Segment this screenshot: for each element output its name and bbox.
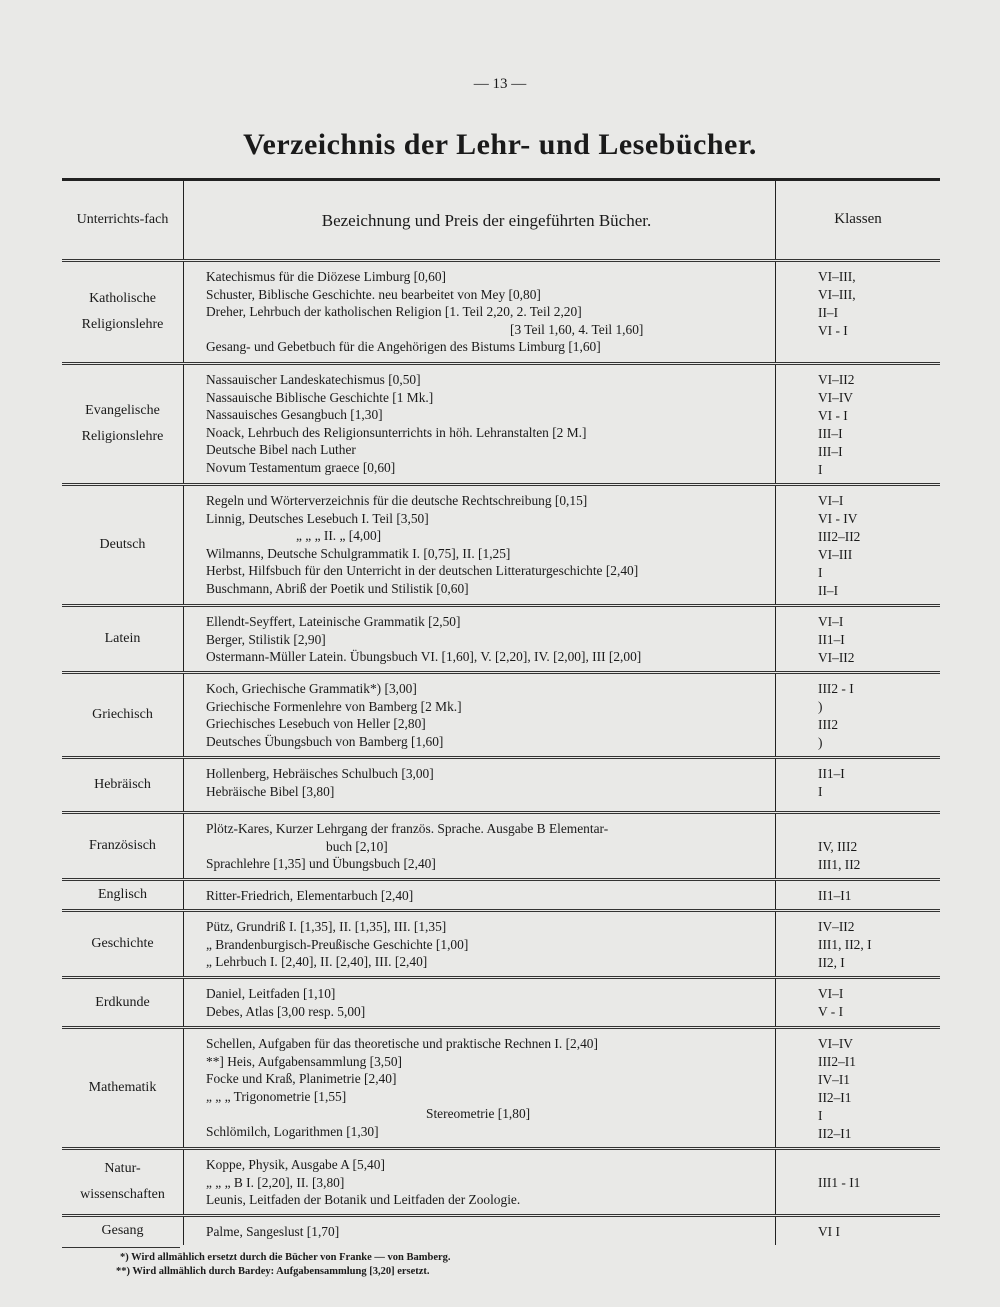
- book-entry: Pütz, Grundriß I. [1,35], II. [1,35], III. [1,35]: [206, 919, 447, 934]
- book-entry: Schlömilch, Logarithmen [1,30]: [206, 1123, 379, 1139]
- footnote: *) Wird allmählich ersetzt durch die Bücher von Franke — von Bamberg.: [120, 1252, 451, 1263]
- footnote: **) Wird allmählich durch Bardey: Aufgabensammlung [3,20] ersetzt.: [116, 1266, 430, 1277]
- book-entry: Koch, Griechische Grammatik*) [3,00]: [206, 681, 417, 696]
- book-entry: „ Lehrbuch I. [2,40], II. [2,40], III. [2,40]: [206, 954, 428, 970]
- class-list: [776, 486, 940, 604]
- class-range: [818, 1156, 936, 1174]
- book-entry: Leunis, Leitfaden der Botanik und Leitfaden der Zoologie.: [206, 1192, 521, 1208]
- subject-name: Evangelische Religionslehre: [62, 365, 184, 483]
- book-list: [184, 486, 776, 604]
- class-range: ): [818, 735, 823, 750]
- class-range: II1–I: [818, 632, 845, 647]
- book-entry: Wilmanns, Deutsche Schulgrammatik I. [0,75], II. [1,25]: [206, 545, 511, 561]
- class-range: IV–II2: [818, 919, 855, 934]
- subject-name: Französisch: [62, 814, 184, 878]
- class-range: II2–I1: [818, 1090, 852, 1105]
- book-list: [184, 674, 776, 756]
- subject-name: Deutsch: [62, 486, 184, 604]
- class-list: [776, 1150, 940, 1214]
- class-range: [818, 340, 936, 358]
- book-entry: Debes, Atlas [3,00 resp. 5,00]: [206, 1003, 366, 1019]
- class-range: III–I: [818, 444, 843, 459]
- book-list: [184, 1150, 776, 1214]
- book-entry: „ Brandenburgisch-Preußische Geschichte [1,00]: [206, 936, 469, 952]
- class-range: I: [818, 565, 823, 580]
- class-range: III1, II2: [818, 857, 861, 872]
- class-list: [776, 1217, 940, 1245]
- class-range: ): [818, 699, 823, 714]
- book-entry: Gesang- und Gebetbuch für die Angehörigen des Bistums Limburg [1,60]: [206, 339, 601, 355]
- subject-group: [62, 979, 940, 1029]
- book-entry: Nassauische Biblische Geschichte [1 Mk.]: [206, 389, 434, 405]
- class-list: [776, 814, 940, 878]
- class-range: III2–II2: [818, 529, 861, 544]
- class-list: [776, 912, 940, 976]
- class-range: VI–III,: [818, 287, 856, 302]
- book-entry: Linnig, Deutsches Lesebuch I. Teil [3,50]: [206, 510, 429, 526]
- book-list: [184, 979, 776, 1026]
- class-range: VI–IV: [818, 390, 853, 405]
- class-range: VI - IV: [818, 511, 858, 526]
- book-entry: Deutsche Bibel nach Luther: [206, 442, 356, 458]
- class-range: I: [818, 1108, 823, 1123]
- book-list: [184, 881, 776, 909]
- book-entry: Deutsches Übungsbuch von Bamberg [1,60]: [206, 733, 444, 749]
- book-entry: Plötz-Kares, Kurzer Lehrgang der französ. Sprache. Ausgabe B Elementar-: [206, 821, 609, 836]
- book-entry: Ritter-Friedrich, Elementarbuch [2,40]: [206, 888, 414, 903]
- subject-group: [62, 365, 940, 486]
- subject-name: Hebräisch: [62, 759, 184, 811]
- book-entry: Palme, Sangeslust [1,70]: [206, 1224, 340, 1239]
- book-entry: Herbst, Hilfsbuch für den Unterricht in der deutschen Litteraturgeschichte [2,40]: [206, 563, 639, 579]
- book-entry: Focke und Kraß, Planimetrie [2,40]: [206, 1071, 397, 1087]
- subject-name: Englisch: [62, 881, 184, 909]
- book-entry: „ „ „ II. „ [4,00]: [296, 528, 382, 544]
- class-range: VI–IV: [818, 1036, 853, 1051]
- book-entry: Sprachlehre [1,35] und Übungsbuch [2,40]: [206, 856, 436, 872]
- subject-group: [62, 881, 940, 912]
- class-range: II2–I1: [818, 1126, 852, 1141]
- class-range: II–I: [818, 305, 839, 320]
- subject-group: [62, 759, 940, 814]
- class-range: II2, I: [818, 955, 845, 970]
- page-title: Verzeichnis der Lehr- und Lesebücher.: [243, 128, 757, 161]
- book-entry: Schellen, Aufgaben für das theoretische und praktische Rechnen I. [2,40]: [206, 1036, 598, 1051]
- book-entry: Griechische Formenlehre von Bamberg [2 Mk.]: [206, 698, 462, 714]
- book-entry: Hebräische Bibel [3,80]: [206, 783, 335, 799]
- book-list: [184, 1029, 776, 1147]
- subject-group: [62, 486, 940, 607]
- book-entry: Regeln und Wörterverzeichnis für die deutsche Rechtschreibung [0,15]: [206, 493, 588, 508]
- class-range: III–I: [818, 426, 843, 441]
- subject-group: [62, 1217, 940, 1245]
- book-entry: Ostermann-Müller Latein. Übungsbuch VI. [1,60], V. [2,20], IV. [2,00], III [2,00]: [206, 649, 642, 665]
- book-entry: [3 Teil 1,60, 4. Teil 1,60]: [510, 321, 644, 337]
- class-range: II1–I1: [818, 888, 852, 903]
- class-range: VI–I: [818, 493, 844, 508]
- class-range: [818, 1192, 936, 1210]
- class-list: [776, 979, 940, 1026]
- book-list: [184, 1217, 776, 1245]
- book-entry: Ellendt-Seyffert, Lateinische Grammatik [2,50]: [206, 614, 461, 629]
- book-entry: **] Heis, Aufgabensammlung [3,50]: [206, 1053, 402, 1069]
- class-range: III1, II2, I: [818, 937, 872, 952]
- class-range: [818, 820, 936, 838]
- class-range: VI–II2: [818, 372, 855, 387]
- subject-name: Gesang: [62, 1217, 184, 1245]
- class-range: IV, III2: [818, 839, 858, 854]
- book-entry: Koppe, Physik, Ausgabe A [5,40]: [206, 1157, 385, 1172]
- header-classes: Klassen: [834, 211, 882, 228]
- class-range: I: [818, 462, 823, 477]
- class-range: III2–I1: [818, 1054, 856, 1069]
- header-subject: Unterrichts-fach: [62, 181, 184, 259]
- book-entry: Nassauischer Landeskatechismus [0,50]: [206, 372, 421, 387]
- class-list: [776, 759, 940, 811]
- class-range: VI–II2: [818, 650, 855, 665]
- book-entry: „ „ „ Trigonometrie [1,55]: [206, 1088, 347, 1104]
- class-range: I: [818, 784, 823, 799]
- subject-group: [62, 674, 940, 759]
- book-entry: Noack, Lehrbuch des Religionsunterrichts in höh. Lehranstalten [2 M.]: [206, 424, 587, 440]
- book-entry: Stereometrie [1,80]: [426, 1106, 531, 1122]
- subject-name: Latein: [62, 607, 184, 671]
- subject-name: Mathematik: [62, 1029, 184, 1147]
- footnotes: [116, 1251, 451, 1279]
- class-range: VI I: [818, 1224, 840, 1239]
- class-range: VI–I: [818, 614, 844, 629]
- subject-group: [62, 1029, 940, 1150]
- book-entry: „ „ „ B I. [2,20], II. [3,80]: [206, 1174, 345, 1190]
- class-list: [776, 674, 940, 756]
- class-list: [776, 1029, 940, 1147]
- class-list: [776, 881, 940, 909]
- book-entry: Schuster, Biblische Geschichte. neu bearbeitet von Mey [0,80]: [206, 286, 541, 302]
- book-list: [184, 365, 776, 483]
- textbook-table: [62, 178, 940, 1245]
- class-range: VI - I: [818, 323, 848, 338]
- subject-group: [62, 814, 940, 881]
- footnote-rule: [62, 1247, 180, 1248]
- book-entry: Daniel, Leitfaden [1,10]: [206, 986, 336, 1001]
- book-entry: Nassauisches Gesangbuch [1,30]: [206, 407, 383, 423]
- class-range: VI–III: [818, 547, 853, 562]
- class-range: III2: [818, 717, 839, 732]
- subject-group: [62, 1150, 940, 1217]
- book-entry: Berger, Stilistik [2,90]: [206, 631, 326, 647]
- book-entry: Katechismus für die Diözese Limburg [0,60]: [206, 269, 446, 284]
- class-range: III1 - I1: [818, 1175, 861, 1190]
- subject-name: Geschichte: [62, 912, 184, 976]
- class-range: II–I: [818, 583, 839, 598]
- table-header-row: [62, 181, 940, 262]
- header-books: Bezeichnung und Preis der eingeführten Bücher.: [184, 181, 776, 259]
- book-list: [184, 912, 776, 976]
- book-list: [184, 607, 776, 671]
- subject-name: Erdkunde: [62, 979, 184, 1026]
- subject-group: [62, 912, 940, 979]
- class-list: [776, 365, 940, 483]
- book-entry: Novum Testamentum graece [0,60]: [206, 459, 396, 475]
- book-list: [184, 262, 776, 362]
- class-range: VI–I: [818, 986, 844, 1001]
- subject-name: Natur-wissenschaften: [62, 1150, 184, 1214]
- class-range: II1–I: [818, 766, 845, 781]
- book-entry: Dreher, Lehrbuch der katholischen Religion [1. Teil 2,20, 2. Teil 2,20]: [206, 304, 582, 320]
- subject-group: [62, 607, 940, 674]
- book-entry: Griechisches Lesebuch von Heller [2,80]: [206, 716, 426, 732]
- class-range: VI - I: [818, 408, 848, 423]
- subject-name: Katholische Religionslehre: [62, 262, 184, 362]
- class-range: IV–I1: [818, 1072, 850, 1087]
- book-entry: buch [2,10]: [326, 838, 388, 854]
- class-range: III2 - I: [818, 681, 854, 696]
- subject-name: Griechisch: [62, 674, 184, 756]
- book-list: [184, 759, 776, 811]
- class-list: [776, 262, 940, 362]
- page-number: — 13 —: [473, 76, 527, 92]
- class-range: VI–III,: [818, 269, 856, 284]
- class-list: [776, 607, 940, 671]
- book-entry: Buschmann, Abriß der Poetik und Stilistik [0,60]: [206, 580, 469, 596]
- book-list: [184, 814, 776, 878]
- subject-group: [62, 262, 940, 365]
- book-entry: Hollenberg, Hebräisches Schulbuch [3,00]: [206, 766, 434, 781]
- class-range: V - I: [818, 1004, 844, 1019]
